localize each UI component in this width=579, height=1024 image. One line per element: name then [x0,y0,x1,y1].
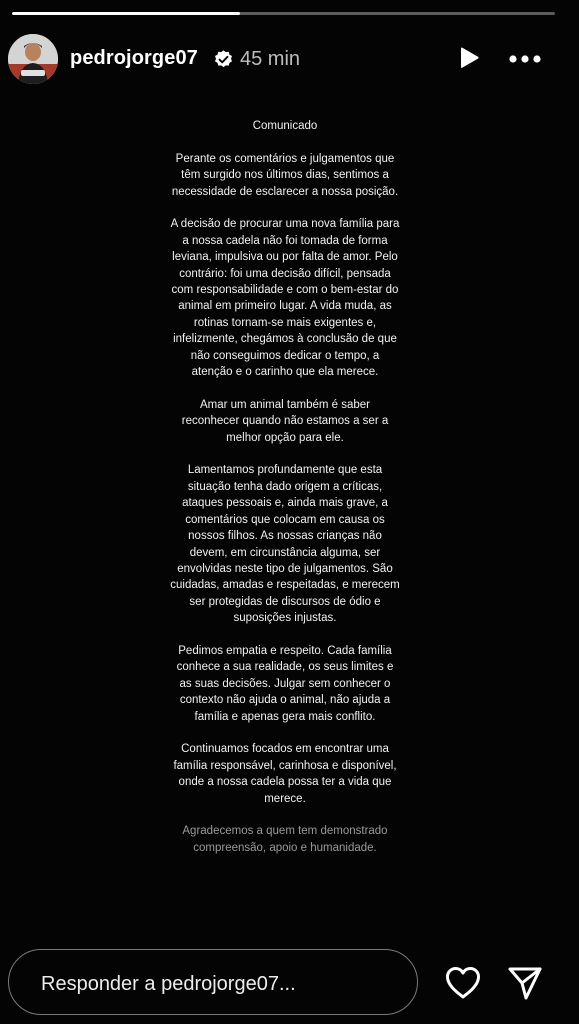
story-progress-fill [12,12,240,15]
reply-input[interactable] [8,949,418,1015]
verified-badge-icon [213,49,234,70]
statement-title: Comunicado [252,120,318,132]
story-progress-bar [12,12,555,15]
statement-paragraph: Lamentamos profundamente que esta situação tenha dado origem a críticas, ataques pessoais e, ainda mais grave, a comentários que colocam em causa os nossos filhos. As nossas crianças não devem, em circunstância alguma, ser envolvidas neste tipo de julgamentos. São cuidadas, amadas e respeitadas, e merecem ser protegidas de discursos de ódio e suposições injustas. [170,464,400,625]
username[interactable]: pedrojorge07 [70,47,198,69]
statement-paragraph: A decisão de procurar uma nova família para a nossa cadela não foi tomada de forma leviana, impulsiva ou por falta de amor. Pelo contrário: foi uma decisão difícil, pensada com responsabilidade e com o bem-estar do animal em primeiro lugar. A vida muda, as rotinas tornam-se mais exigentes e, infelizmente, chegámos à conclusão de que não conseguimos dedicar o tempo, a atenção e o carinho que ela merece. [170,218,400,379]
statement-paragraph: Amar um animal também é saber reconhecer quando não estamos a ser a melhor opção para ele. [181,398,389,444]
play-icon[interactable] [456,45,482,71]
statement-paragraph-faded: Agradecemos a quem tem demonstrado compreensão, apoio e humanidade. [182,825,388,854]
statement-paragraph: Pedimos empatia e respeito. Cada família conhece a sua realidade, os seus limites e as suas decisões. Julgar sem conhecer o contexto não ajuda o animal, não ajuda a família e apenas gera mais conflito. [176,644,394,723]
story-text-content [170,118,400,856]
reply-placeholder: Responder a pedrojorge07... [41,973,296,995]
statement-paragraph: Perante os comentários e julgamentos que têm surgido nos últimos dias, sentimos a necessidade de esclarecer a nossa posição. [171,152,399,198]
post-time: 45 min [240,48,301,70]
avatar[interactable] [8,34,58,84]
heart-icon[interactable] [444,965,482,1001]
send-icon[interactable] [506,964,544,1002]
more-icon[interactable] [508,47,542,71]
story-header [8,33,571,85]
statement-paragraph: Continuamos focados em encontrar uma família responsável, carinhosa e disponível, onde a nossa cadela possa ter a vida que merece. [173,743,397,805]
